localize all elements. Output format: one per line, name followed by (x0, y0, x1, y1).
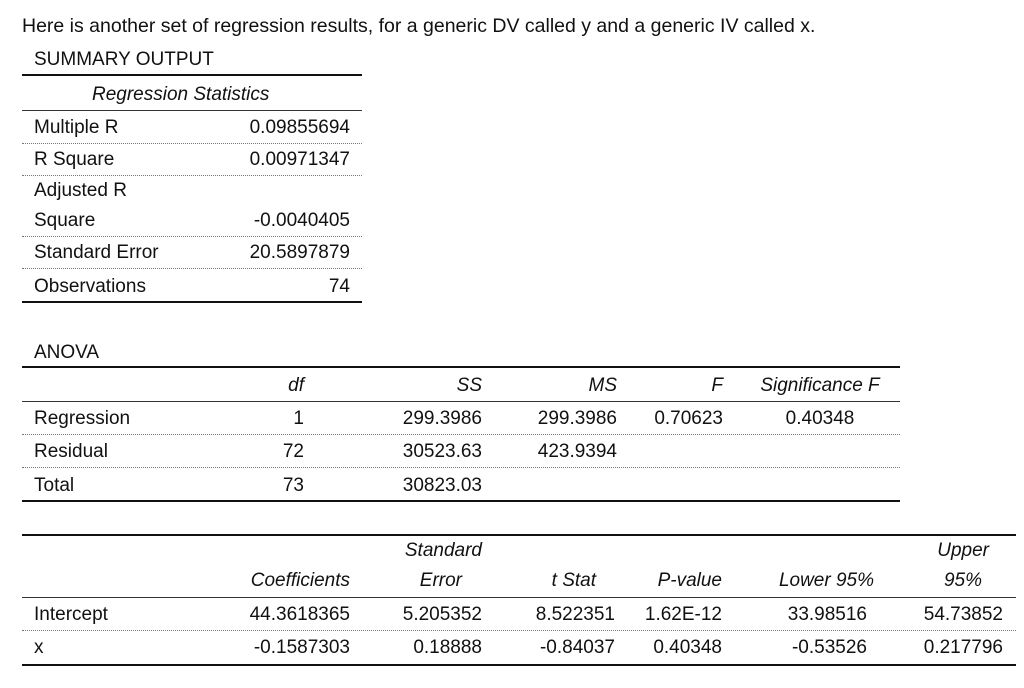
coef-x-p-value: 0.40348 (653, 637, 722, 658)
anova-regression-df: 1 (293, 408, 304, 429)
coef-header-standard-error-line2: Error (419, 570, 462, 591)
row-divider (22, 268, 362, 269)
coef-x-t-stat: -0.84037 (539, 637, 615, 658)
adjusted-r-square-value: -0.0040405 (253, 210, 350, 231)
anova-header-df: df (288, 375, 304, 396)
intro-text: Here is another set of regression results, for a generic DV called y and a generic IV called x. (22, 15, 816, 37)
anova-total-ss: 30823.03 (402, 475, 482, 496)
coef-header-coefficients: Coefficients (250, 570, 350, 591)
row-divider (22, 434, 900, 435)
row-divider (22, 175, 362, 176)
coef-bottom-rule (22, 664, 1016, 666)
anova-regression-significance-f: 0.40348 (785, 408, 855, 429)
row-divider (22, 236, 362, 237)
coef-header-rule (22, 597, 1016, 598)
row-divider (22, 143, 362, 144)
coef-intercept-t-stat: 8.522351 (535, 604, 615, 625)
coef-header-upper-95-line2: 95% (943, 570, 982, 591)
anova-regression-f: 0.70623 (654, 408, 723, 429)
anova-header-rule (22, 401, 900, 402)
anova-header-significance-f: Significance F (760, 375, 880, 396)
anova-total-label: Total (34, 475, 75, 496)
coef-intercept-lower-95: 33.98516 (787, 604, 867, 625)
coef-header-upper-95-line1: Upper (937, 540, 989, 561)
coef-intercept-upper-95: 54.73852 (923, 604, 1003, 625)
summary-top-rule (22, 74, 362, 76)
coef-x-label: x (34, 637, 44, 658)
observations-label: Observations (34, 276, 146, 297)
anova-residual-df: 72 (282, 441, 304, 462)
coef-x-upper-95: 0.217796 (923, 637, 1003, 658)
anova-header-ss: SS (456, 375, 482, 396)
anova-top-rule (22, 366, 900, 368)
coef-header-lower-95: Lower 95% (778, 570, 874, 591)
multiple-r-value: 0.09855694 (249, 117, 350, 138)
coef-x-standard-error: 0.18888 (413, 637, 482, 658)
adjusted-r-label-line1: Adjusted R (34, 180, 127, 201)
anova-residual-ms: 423.9394 (537, 441, 617, 462)
anova-total-df: 73 (282, 475, 304, 496)
r-square-value: 0.00971347 (249, 149, 350, 170)
multiple-r-label: Multiple R (34, 117, 119, 138)
coef-header-t-stat: t Stat (551, 570, 596, 591)
coef-intercept-p-value: 1.62E-12 (644, 604, 722, 625)
summary-bottom-rule (22, 301, 362, 303)
anova-header-f: F (711, 375, 723, 396)
summary-title: SUMMARY OUTPUT (34, 49, 214, 70)
anova-regression-label: Regression (34, 408, 131, 429)
anova-residual-label: Residual (34, 441, 108, 462)
anova-regression-ss: 299.3986 (402, 408, 482, 429)
coef-header-standard-error-line1: Standard (404, 540, 482, 561)
coef-header-p-value: P-value (657, 570, 722, 591)
anova-residual-ss: 30523.63 (402, 441, 482, 462)
row-divider (22, 630, 1016, 631)
coef-intercept-standard-error: 5.205352 (402, 604, 482, 625)
standard-error-label: Standard Error (34, 242, 159, 263)
r-square-label: R Square (34, 149, 115, 170)
anova-bottom-rule (22, 500, 900, 502)
regression-statistics-header: Regression Statistics (92, 84, 270, 105)
summary-header-rule (22, 110, 362, 111)
coef-x-lower-95: -0.53526 (791, 637, 867, 658)
adjusted-r-label-line2: Square (34, 210, 96, 231)
anova-regression-ms: 299.3986 (537, 408, 617, 429)
coef-top-rule (22, 534, 1016, 536)
coef-intercept-label: Intercept (34, 604, 108, 625)
anova-title: ANOVA (34, 342, 100, 363)
coef-intercept-coefficient: 44.3618365 (249, 604, 350, 625)
coef-x-coefficient: -0.1587303 (253, 637, 350, 658)
anova-header-ms: MS (588, 375, 617, 396)
observations-value: 74 (328, 276, 350, 297)
standard-error-value: 20.5897879 (249, 242, 350, 263)
row-divider (22, 467, 900, 468)
